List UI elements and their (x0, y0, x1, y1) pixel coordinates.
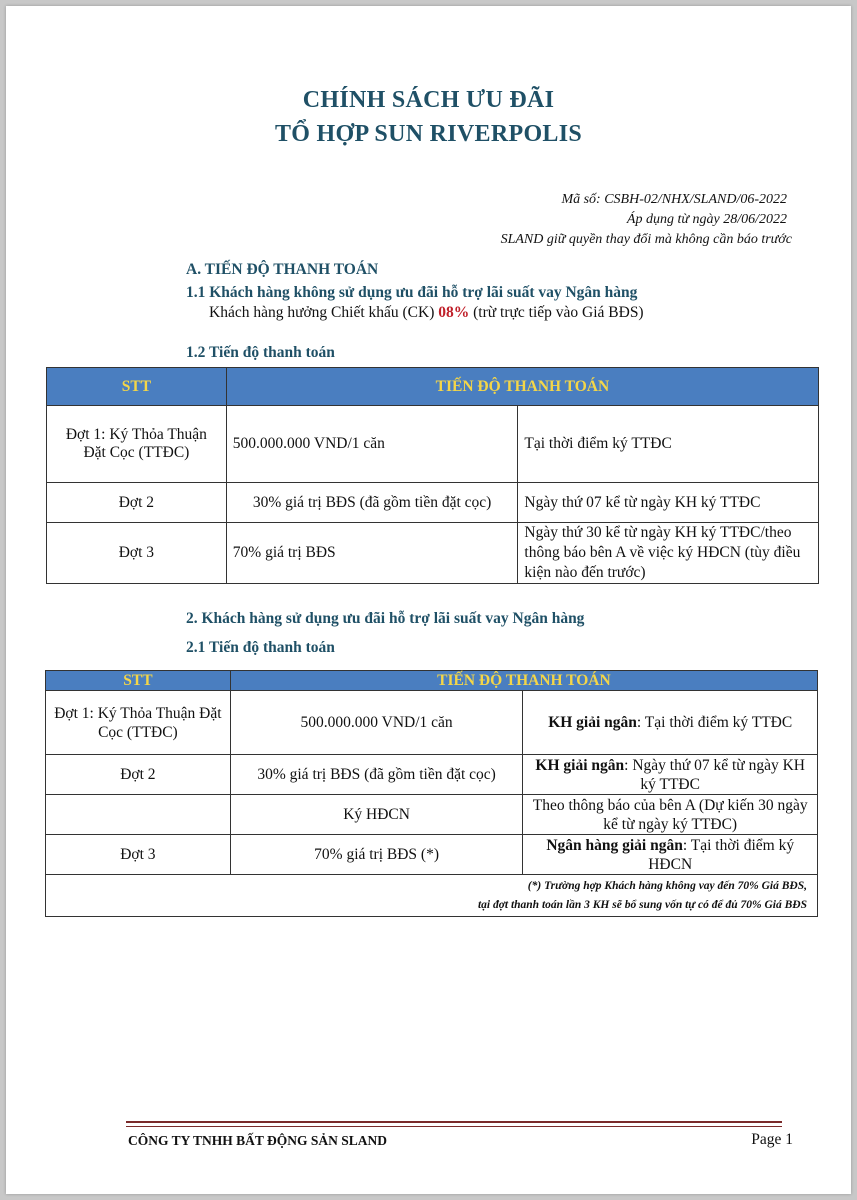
disclaimer: SLAND giữ quyền thay đổi mà không cần báo trước (500, 232, 792, 247)
table-header-row (46, 671, 818, 691)
stt-cell: Đợt 1: Ký Thỏa Thuận Đặt Cọc (TTĐC) (46, 691, 231, 755)
section-1-1-heading: 1.1 Khách hàng không sử dụng ưu đãi hỗ trợ lãi suất vay Ngân hàng (186, 284, 638, 301)
footer-divider-thin (126, 1126, 782, 1127)
table-row (47, 483, 819, 523)
table-row (46, 835, 818, 875)
note-line-2: tại đợt thanh toán lần 3 KH sẽ bổ sung vốn tự có để đủ 70% Giá BĐS (477, 899, 807, 911)
time-rest: : Ngày thứ 07 kể từ ngày KH ký TTĐC (624, 756, 805, 793)
stt-cell: Đợt 2 (46, 755, 231, 795)
document-page (6, 6, 851, 1194)
stt-cell: Đợt 3 (46, 835, 231, 875)
time-cell: Theo thông báo của bên A (Dự kiến 30 ngày kể từ ngày ký TTĐC) (523, 795, 818, 835)
discount-line (209, 304, 644, 322)
header-schedule: TIẾN ĐỘ THANH TOÁN (230, 671, 817, 691)
amount-cell: 70% giá trị BĐS (*) (230, 835, 523, 875)
time-cell: Ngày thứ 07 kể từ ngày KH ký TTĐC (518, 483, 819, 523)
header-schedule: TIẾN ĐỘ THANH TOÁN (226, 368, 818, 406)
time-rest: : Tại thời điểm ký HĐCN (648, 836, 795, 873)
discount-prefix: Khách hàng hưởng Chiết khấu (CK) (209, 304, 439, 321)
amount-cell: 500.000.000 VND/1 căn (230, 691, 523, 755)
section-a-heading: A. TIẾN ĐỘ THANH TOÁN (186, 261, 379, 278)
amount-cell: 30% giá trị BĐS (đã gồm tiền đặt cọc) (230, 755, 523, 795)
table-row (46, 755, 818, 795)
time-cell (523, 755, 818, 795)
time-cell: Tại thời điểm ký TTĐC (518, 406, 819, 483)
table-row (47, 523, 819, 584)
time-bold: KH giải ngân (548, 714, 637, 731)
table-row (46, 795, 818, 835)
stt-cell: Đợt 1: Ký Thỏa Thuận Đặt Cọc (TTĐC) (47, 406, 227, 483)
header-stt: STT (47, 368, 227, 406)
table-note (46, 875, 818, 917)
footer-divider (126, 1121, 782, 1123)
payment-table-1 (46, 367, 819, 584)
document-code: Mã số: CSBH-02/NHX/SLAND/06-2022 (561, 192, 787, 207)
header-stt: STT (46, 671, 231, 691)
time-bold: Ngân hàng giải ngân (546, 836, 683, 854)
discount-suffix: (trừ trực tiếp vào Giá BĐS) (469, 304, 644, 321)
table-row (47, 406, 819, 483)
table-note-row (46, 875, 818, 917)
time-bold: KH giải ngân (535, 756, 625, 774)
page-number: Page 1 (751, 1131, 793, 1148)
section-1-2-heading: 1.2 Tiến độ thanh toán (186, 344, 335, 361)
section-2-1-heading: 2.1 Tiến độ thanh toán (186, 639, 335, 656)
time-cell (523, 835, 818, 875)
stt-cell: Đợt 3 (47, 523, 227, 584)
amount-cell: 500.000.000 VND/1 căn (226, 406, 518, 483)
time-cell: Ngày thứ 30 kể từ ngày KH ký TTĐC/theo thông báo bên A về việc ký HĐCN (tùy điều kiện nào đến trước) (518, 523, 819, 584)
footer-company: CÔNG TY TNHH BẤT ĐỘNG SẢN SLAND (128, 1133, 388, 1148)
note-line-1: (*) Trường hợp Khách hàng không vay đến 70% Giá BĐS, (527, 880, 807, 892)
section-2-heading: 2. Khách hàng sử dụng ưu đãi hỗ trợ lãi suất vay Ngân hàng (186, 610, 585, 627)
time-cell (523, 691, 818, 755)
title-line-2: TỔ HỢP SUN RIVERPOLIS (274, 121, 583, 147)
title-line-1: CHÍNH SÁCH ƯU ĐÃI (302, 87, 555, 113)
amount-cell: Ký HĐCN (230, 795, 523, 835)
stt-cell: Đợt 2 (47, 483, 227, 523)
payment-table-2 (45, 670, 818, 917)
amount-cell: 30% giá trị BĐS (đã gồm tiền đặt cọc) (226, 483, 518, 523)
time-rest: : Tại thời điểm ký TTĐC (636, 714, 793, 731)
discount-value: 08% (438, 304, 470, 321)
amount-cell: 70% giá trị BĐS (226, 523, 518, 584)
stt-cell (46, 795, 231, 835)
table-row (46, 691, 818, 755)
table-header-row (47, 368, 819, 406)
apply-date: Áp dụng từ ngày 28/06/2022 (626, 212, 787, 227)
